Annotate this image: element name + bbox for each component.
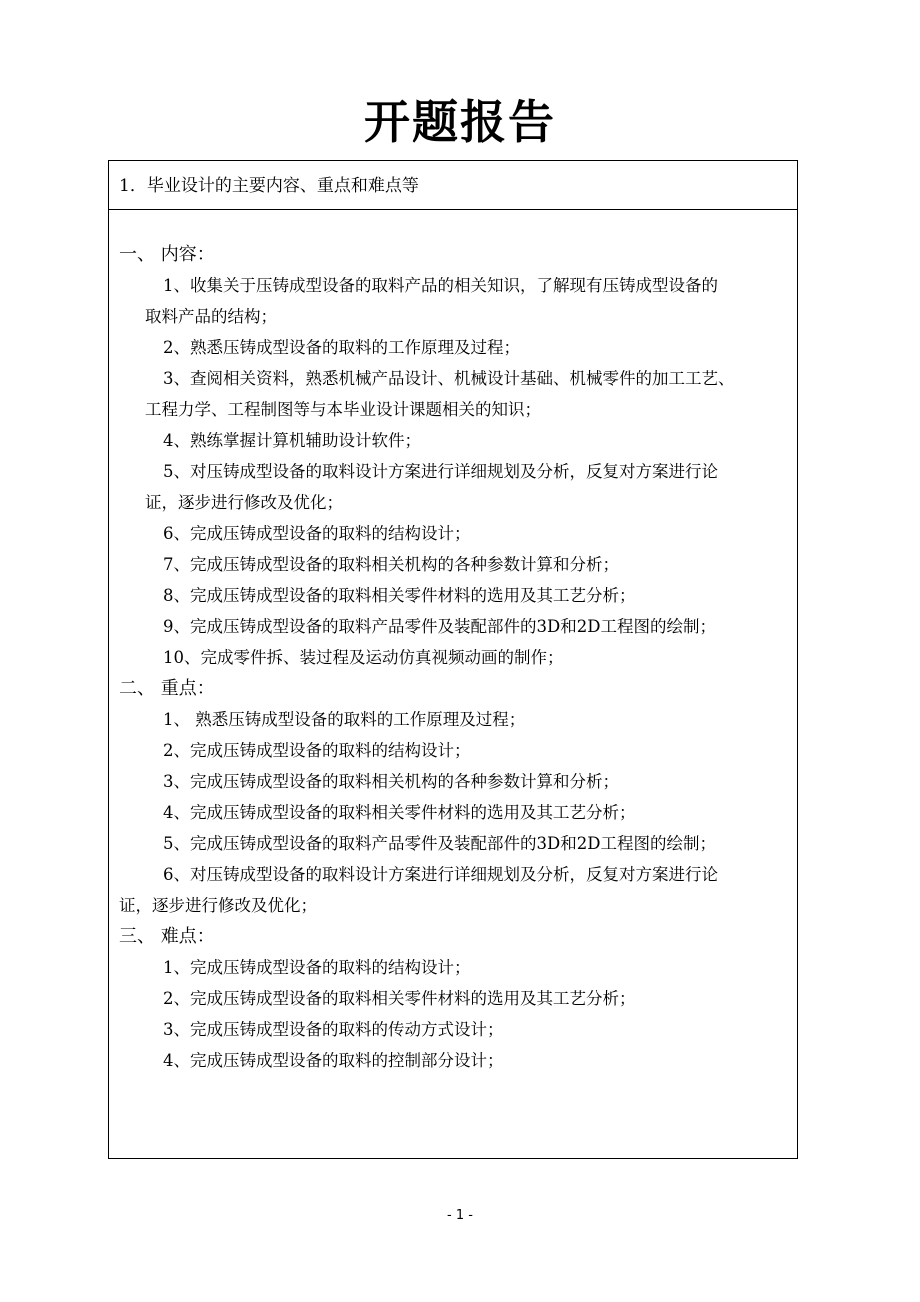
difficulties-heading: 三、 难点：: [119, 926, 215, 947]
difficulty-item: 3、完成压铸成型设备的取料的传动方式设计；: [163, 1020, 504, 1039]
page-title: 开题报告: [364, 95, 556, 149]
key-point-item: 3、完成压铸成型设备的取料相关机构的各种参数计算和分析；: [163, 772, 619, 791]
content-item: 取料产品的结构；: [145, 307, 277, 326]
content-item: 8、完成压铸成型设备的取料相关零件材料的选用及其工艺分析；: [163, 586, 636, 605]
page-number: - 1 -: [447, 1208, 473, 1223]
key-point-item: 5、完成压铸成型设备的取料产品零件及装配部件的3D和2D工程图的绘制；: [163, 834, 716, 853]
section-body: [109, 210, 797, 1076]
difficulty-item: 4、完成压铸成型设备的取料的控制部分设计；: [163, 1051, 504, 1070]
key-point-item: 证，逐步进行修改及优化；: [119, 896, 317, 915]
difficulty-item: 1、完成压铸成型设备的取料的结构设计；: [163, 958, 471, 977]
content-item: 1、收集关于压铸成型设备的取料产品的相关知识，了解现有压铸成型设备的: [163, 276, 718, 295]
content-list: [109, 270, 797, 673]
content-heading: 一、 内容：: [119, 244, 215, 265]
content-item: 6、完成压铸成型设备的取料的结构设计；: [163, 524, 471, 543]
key-points-heading: 二、 重点：: [119, 678, 215, 699]
content-item: 证，逐步进行修改及优化；: [145, 493, 343, 512]
report-table: [108, 160, 798, 1159]
section-header: 1．毕业设计的主要内容、重点和难点等: [109, 161, 797, 210]
key-point-item: 4、完成压铸成型设备的取料相关零件材料的选用及其工艺分析；: [163, 803, 636, 822]
difficulties-list: [109, 952, 797, 1076]
key-point-item: 6、对压铸成型设备的取料设计方案进行详细规划及分析，反复对方案进行论: [163, 865, 718, 884]
content-item: 工程力学、工程制图等与本毕业设计课题相关的知识；: [145, 400, 541, 419]
difficulty-item: 2、完成压铸成型设备的取料相关零件材料的选用及其工艺分析；: [163, 989, 636, 1008]
content-item: 7、完成压铸成型设备的取料相关机构的各种参数计算和分析；: [163, 555, 619, 574]
content-item: 5、对压铸成型设备的取料设计方案进行详细规划及分析，反复对方案进行论: [163, 462, 718, 481]
content-item: 3、查阅相关资料，熟悉机械产品设计、机械设计基础、机械零件的加工工艺、: [163, 369, 735, 388]
content-item: 4、熟练掌握计算机辅助设计软件；: [163, 431, 421, 450]
content-item: 10、完成零件拆、装过程及运动仿真视频动画的制作；: [163, 648, 564, 667]
key-point-item: 1、 熟悉压铸成型设备的取料的工作原理及过程；: [163, 710, 526, 729]
content-item: 2、熟悉压铸成型设备的取料的工作原理及过程；: [163, 338, 520, 357]
key-points-list: [109, 704, 797, 921]
key-point-item: 2、完成压铸成型设备的取料的结构设计；: [163, 741, 471, 760]
content-item: 9、完成压铸成型设备的取料产品零件及装配部件的3D和2D工程图的绘制；: [163, 617, 716, 636]
